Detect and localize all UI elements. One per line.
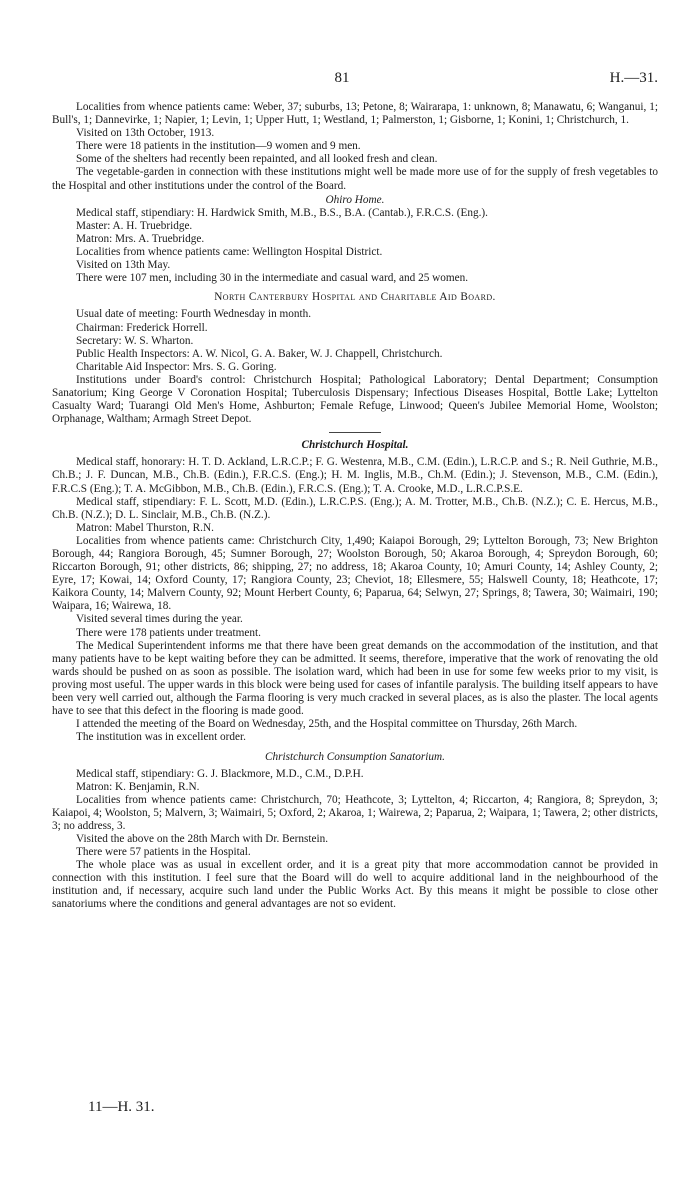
board-secretary: Secretary: W. S. Wharton. [76, 334, 194, 347]
document-page [52, 0, 658, 1190]
ohiro-master: Master: A. H. Truebridge. [76, 219, 193, 232]
board-health-inspectors: Public Health Inspectors: A. W. Nicol, G. A. Baker, W. J. Chappell, Christchurch. [76, 347, 443, 360]
ohiro-matron: Matron: Mrs. A. Truebridge. [76, 232, 205, 245]
hospital-honorary-staff: Medical staff, honorary: H. T. D. Ackland, L.R.C.P.; F. G. Westenra, M.B., C.M. (Edin.), L.R.C.P. and S.; R. Neil Guthrie, M.B., Ch.B.; J. F. Duncan, M.B., Ch.B. (Edin.), F.R.C.S. (Eng.); H. M. Inglis, M.B., Ch.M. (Edin.); J. Stevenson, M.B., C.M. (Edin.), F.R.C.S (Eng.); T. A. McGibbon, M.B., Ch.B. (Edin.), F.R.C.S. (Eng.); T. A. Crooke, M.D., L.R.C.P.S.E. [52, 456, 658, 495]
sanatorium-matron: Matron: K. Benjamin, R.N. [76, 780, 200, 793]
document-body [52, 101, 658, 912]
visit-date: Visited on 13th October, 1913. [76, 127, 215, 140]
patient-count: There were 18 patients in the institution—9 women and 9 men. [76, 140, 361, 153]
sanatorium-localities: Localities from whence patients came: Christchurch, 70; Heathcote, 3; Lyttelton, 4; Riccarton, 4; Rangiora, 8; Spreydon, 3; Kaiapoi, 4; Woolston, 5; Malvern, 3; Waimairi, 5; Oxford, 2; Akaroa, 1; Wairewa, 2; Paparua, 2; Waipara, 1; Tawera, 2; other districts, 3; no address, 3. [52, 793, 658, 832]
section-divider [329, 432, 381, 433]
section-heading-christchurch-hospital: Christchurch Hospital. [301, 439, 409, 452]
board-chairman: Chairman: Frederick Horrell. [76, 321, 208, 334]
garden-note: The vegetable-garden in connection with these institutions might well be made more use of for the supply of fresh vegetables to the Hospital and other institutions under the control of the Board. [52, 166, 658, 192]
section-heading-sanatorium: Christchurch Consumption Sanatorium. [265, 751, 445, 764]
document-reference: H.—31. [609, 70, 658, 86]
sanatorium-medical-staff: Medical staff, stipendiary: G. J. Blackmore, M.D., C.M., D.P.H. [76, 767, 364, 780]
board-institutions: Institutions under Board's control: Christchurch Hospital; Pathological Laboratory; Dental Department; Consumption Sanatorium; King George V Coronation Hospital; Tuberculosis Dispensary; Infectious Diseases Hospital, Bottle Lake; Lyttelton Casualty Ward; Tuarangi Old Men's Home, Ashburton; Female Refuge, Linwood; Queen's Jubilee Memorial Home, Woolston; Orphanage, Waltham; Armagh Street Depot. [52, 373, 658, 426]
sanatorium-patient-count: There were 57 patients in the Hospital. [76, 846, 251, 859]
ohiro-visit-date: Visited on 13th May. [76, 259, 171, 272]
sanatorium-visit: Visited the above on the 28th March with Dr. Bernstein. [76, 832, 329, 845]
page-number: 81 [334, 70, 350, 86]
ohiro-patient-count: There were 107 men, including 30 in the intermediate and casual ward, and 25 women. [76, 272, 469, 285]
hospital-stipendiary-staff: Medical staff, stipendiary: F. L. Scott, M.D. (Edin.), L.R.C.P.S. (Eng.); A. M. Trotter, M.B., Ch.B. (N.Z.); C. E. Hercus, M.B., Ch.B. (N.Z.); D. L. Sinclair, M.B., Ch.B. (N.Z.). [52, 495, 658, 521]
signature-mark: 11—H. 31. [88, 1099, 155, 1115]
board-meeting-date: Usual date of meeting: Fourth Wednesday in month. [76, 308, 312, 321]
shelters-note: Some of the shelters had recently been repainted, and all looked fresh and clean. [76, 153, 438, 166]
section-heading-board: North Canterbury Hospital and Charitable Aid Board. [214, 291, 496, 304]
hospital-order-note: The institution was in excellent order. [76, 731, 246, 744]
localities-paragraph: Localities from whence patients came: Weber, 37; suburbs, 13; Petone, 8; Wairarapa, 1: unknown, 8; Manawatu, 6; Wanganui, 1; Bull's, 1; Dannevirke, 1; Napier, 1; Levin, 1; Upper Hutt, 1; Westland, 1; Palmerston, 1; Gisborne, 1; Konini, 1; Christchurch, 1. [52, 101, 658, 127]
section-heading-ohiro: Ohiro Home. [325, 193, 385, 206]
hospital-board-meeting: I attended the meeting of the Board on Wednesday, 25th, and the Hospital committee on Thursday, 26th March. [76, 718, 578, 731]
sanatorium-closing-remarks: The whole place was as usual in excellent order, and it is a great pity that more accommodation cannot be provided in connection with this institution. I feel sure that the Board will do well to acquire additional land in the neighbourhood of the institution and, if necessary, acquire such land under the Public Works Act. By this means it might be possible to close other sanatoriums where the conditions and general advantages are not so evident. [52, 859, 658, 911]
page-header [52, 70, 658, 90]
hospital-visits: Visited several times during the year. [76, 613, 243, 626]
hospital-matron: Matron: Mabel Thurston, R.N. [76, 521, 214, 534]
ohiro-medical-staff: Medical staff, stipendiary: H. Hardwick Smith, M.B., B.S., B.A. (Cantab.), F.R.C.S. (Eng.). [76, 206, 488, 219]
ohiro-localities: Localities from whence patients came: Wellington Hospital District. [76, 246, 383, 259]
board-charitable-inspector: Charitable Aid Inspector: Mrs. S. G. Goring. [76, 360, 277, 373]
hospital-patient-count: There were 178 patients under treatment. [76, 626, 261, 639]
hospital-localities: Localities from whence patients came: Christchurch City, 1,490; Kaiapoi Borough, 29; Lyttelton Borough, 73; New Brighton Borough, 44; Rangiora Borough, 45; Sumner Borough, 27; Woolston Borough, 50; Akaroa Borough, 4; Spreydon Borough, 60; Riccarton Borough, 91; other districts, 86; shipping, 27; no address, 18; Akaroa County, 10; Amuri County, 14; Ashley County, 2; Eyre, 17; Kowai, 14; Oxford County, 17; Rangiora County, 23; Cheviot, 18; Ellesmere, 55; Halswell County, 18; Heathcote, 17; Kaikora County, 14; Malvern County, 92; Mount Herbert County, 6; Paparua, 64; Selwyn, 27; Springs, 8; Tawera, 30; Waimairi, 190; Waipara, 16; Wairewa, 18. [52, 534, 658, 613]
hospital-superintendent-report: The Medical Superintendent informs me that there have been great demands on the accommodation of the institution, and that many patients have to be kept waiting before they can be admitted. It seems, therefore, imperative that the work of renovating the old wards should be pushed on as soon as possible. The isolation ward, which had been in use for some few weeks prior to my visit, is proving most useful. The upper wards in this block were being used for cases of infantile paralysis. The building itself appears to have been very well carried out, although the Farma flooring is very much cracked in several places, as is also the plaster. The local agents have to see that this defect in the flooring is made good. [52, 639, 658, 718]
